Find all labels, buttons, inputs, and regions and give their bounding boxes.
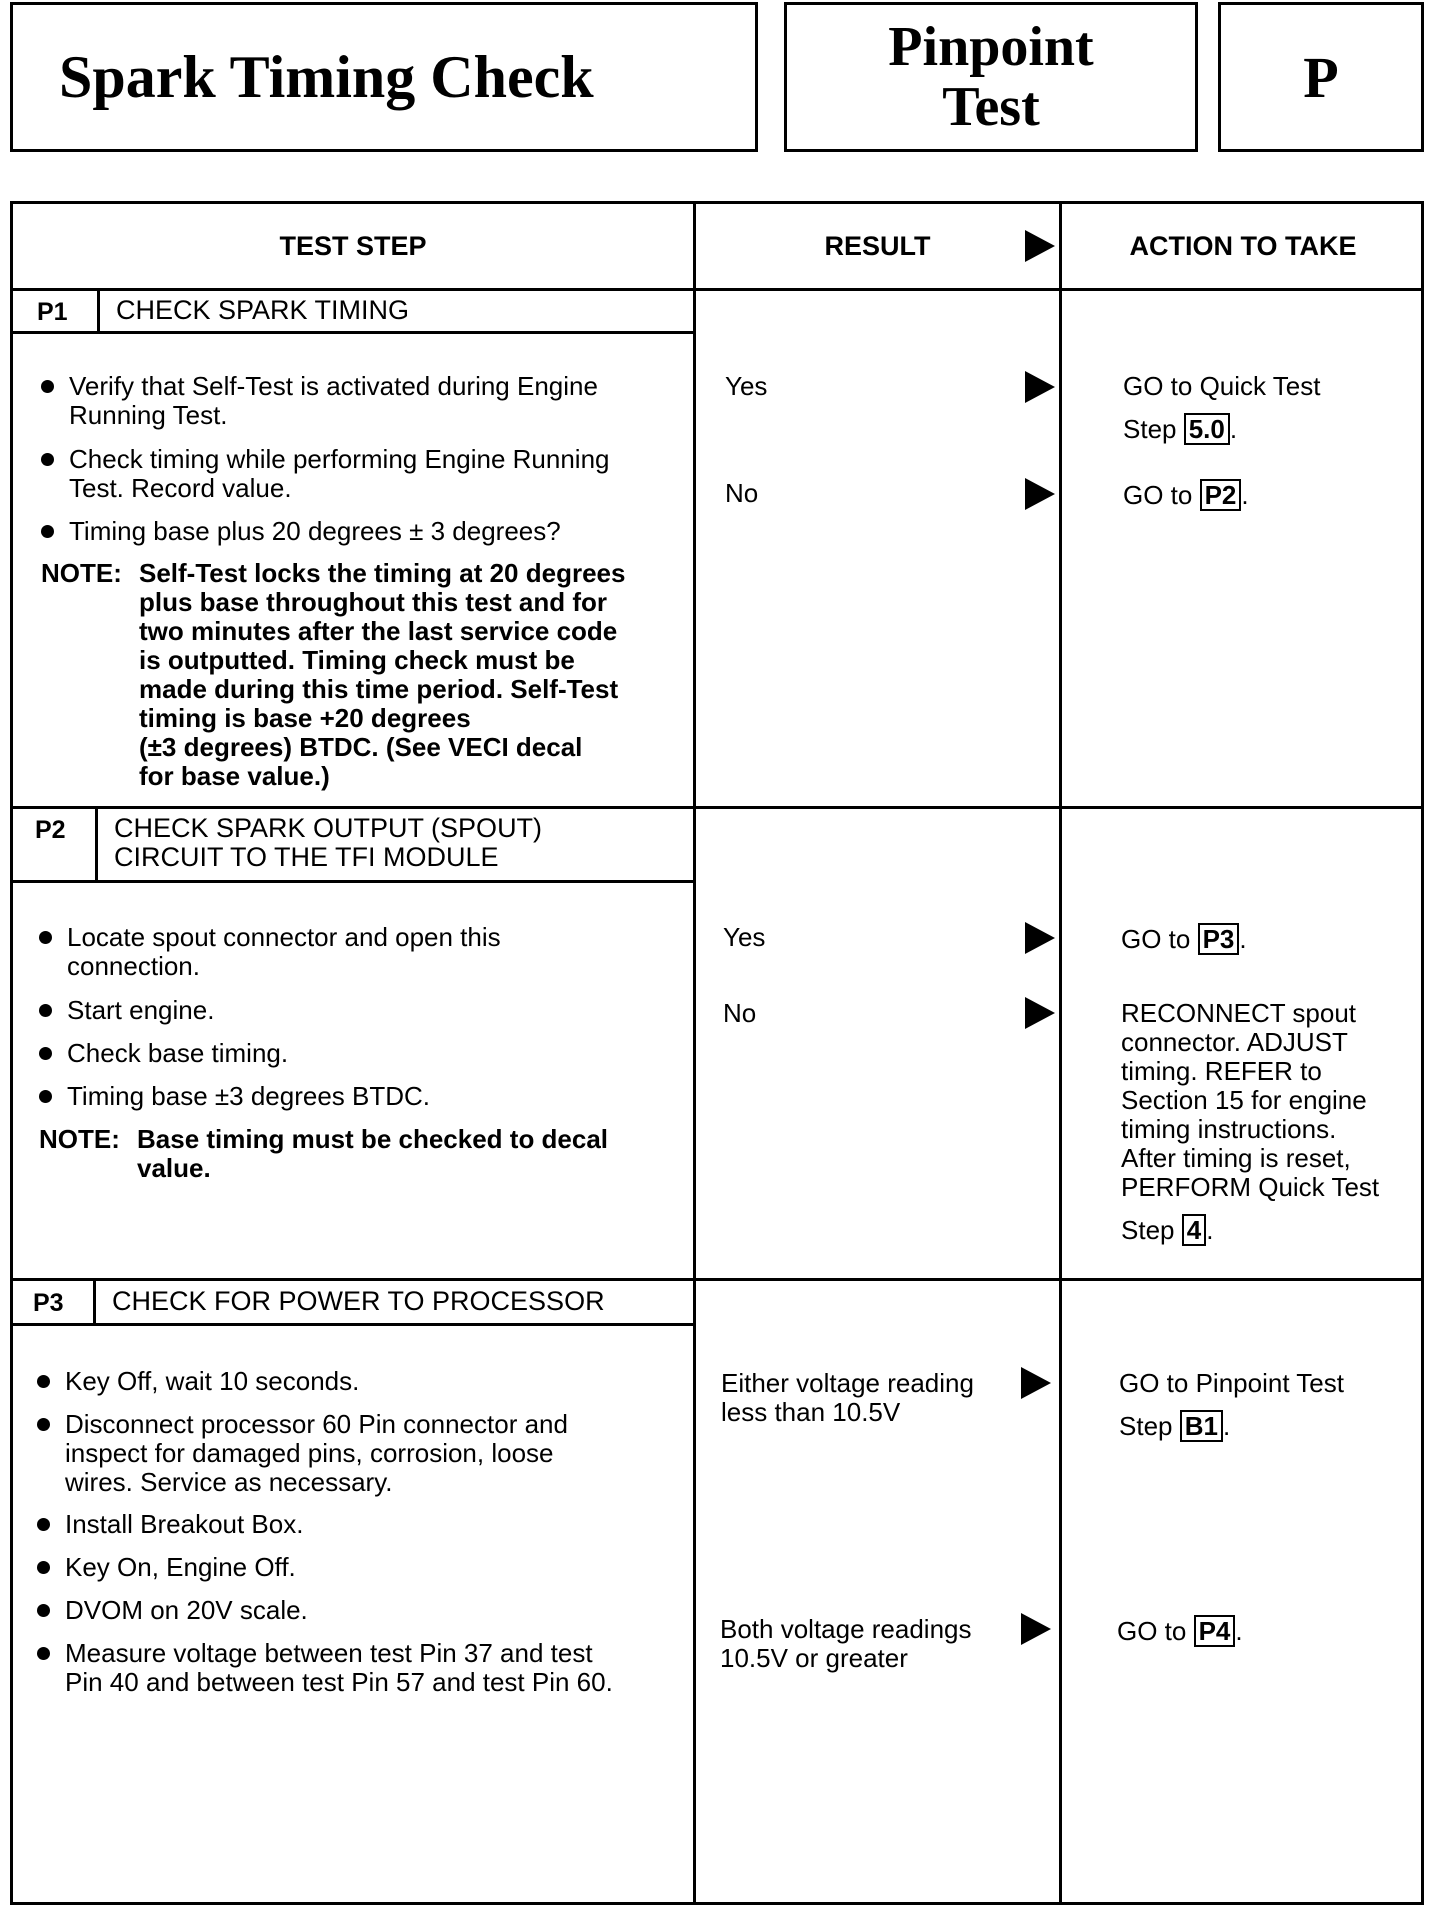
p1-bullet-2: [69, 445, 610, 503]
p2-action-yes-suffix: .: [1239, 924, 1247, 954]
p3-action-ok: [1117, 1615, 1243, 1647]
step-title-p3: [112, 1287, 605, 1316]
p2-bullet-1-line-1: Locate spout connector and open this: [67, 922, 501, 952]
p2-note-line: Base timing must be checked to decal: [137, 1124, 609, 1154]
column-divider-1: [693, 204, 696, 1902]
result-arrow-icon: [1025, 230, 1055, 262]
row-divider-p1-p2: [13, 806, 1421, 809]
p3-bullet-3-line-1: Install Breakout Box.: [65, 1509, 304, 1539]
p2-note-label: NOTE:: [39, 1124, 120, 1154]
p2-note: [39, 1125, 691, 1185]
p2-id-divider: [95, 806, 98, 882]
p2-no-arrow-icon: [1025, 997, 1055, 1029]
p3-bullet-4-line-1: Key On, Engine Off.: [65, 1552, 296, 1582]
p1-id-divider: [97, 288, 100, 333]
p3-bullet-5-line-1: DVOM on 20V scale.: [65, 1595, 308, 1625]
pinpoint-line-1: Pinpoint: [888, 16, 1094, 78]
p1-bullet-1: [69, 372, 598, 430]
p3-bullet-5: [65, 1596, 308, 1625]
p1-bullet-2-line-1: Check timing while performing Engine Running: [69, 444, 610, 474]
step-ref-p3: P3: [1198, 923, 1240, 955]
p3-result-ok: [720, 1615, 972, 1673]
p1-note-line: for base value.): [139, 761, 330, 791]
p1-bullet-1-line-1: Verify that Self-Test is activated during Engine: [69, 371, 598, 401]
p1-title-divider: [13, 331, 693, 334]
p1-action-yes-suffix: .: [1229, 414, 1238, 444]
p1-action-yes-step: [1123, 413, 1320, 445]
step-id-p3: P3: [33, 1289, 64, 1317]
test-letter-text: P: [1303, 44, 1339, 110]
p3-result-low-line-1: Either voltage reading: [721, 1368, 974, 1398]
p3-bullet-2-line-2: inspect for damaged pins, corrosion, loose: [65, 1438, 554, 1468]
p1-no-arrow-icon: [1025, 478, 1055, 510]
pinpoint-test-table: [10, 201, 1424, 1905]
p1-result-yes-label: Yes: [725, 371, 768, 401]
p2-action-no-line: connector. ADJUST: [1121, 1027, 1348, 1057]
pinpoint-test-label: [784, 2, 1198, 152]
step-ref-5-0: 5.0: [1184, 413, 1230, 445]
step-title-p3-line: CHECK FOR POWER TO PROCESSOR: [112, 1286, 605, 1316]
p2-action-no-line: PERFORM Quick Test: [1121, 1172, 1380, 1202]
p3-action-low-prefix: Step: [1119, 1411, 1180, 1441]
p3-bullet-2-line-3: wires. Service as necessary.: [65, 1467, 393, 1497]
step-title-p1: [116, 296, 409, 325]
p2-action-no-line: timing instructions.: [1121, 1114, 1337, 1144]
p2-result-no: [723, 999, 756, 1028]
p2-bullet-1-line-2: connection.: [67, 951, 200, 981]
step-title-p2: [114, 814, 542, 872]
p3-id-divider: [93, 1278, 96, 1325]
p3-action-ok-suffix: .: [1235, 1616, 1243, 1646]
p2-bullet-4: [67, 1082, 430, 1111]
p2-title-divider: [13, 880, 693, 883]
p1-result-no-label: No: [725, 478, 759, 508]
p1-note-line: timing is base +20 degrees: [139, 703, 471, 733]
p2-action-no-line: After timing is reset,: [1121, 1143, 1351, 1173]
p2-result-no-label: No: [723, 998, 757, 1028]
p1-note-line: two minutes after the last service code: [139, 616, 618, 646]
p1-result-yes: [725, 372, 767, 401]
test-letter: [1218, 2, 1424, 152]
p3-bullet-6: [65, 1639, 613, 1697]
p3-action-low-step: [1119, 1410, 1344, 1442]
p2-bullet-2-line-1: Start engine.: [67, 995, 215, 1025]
p3-result-low-line-2: less than 10.5V: [721, 1397, 901, 1427]
p3-result-ok-line-1: Both voltage readings: [720, 1614, 972, 1644]
p3-action-low-suffix: .: [1222, 1411, 1231, 1441]
header-divider: [13, 288, 1421, 291]
p2-bullet-4-line-1: Timing base ±3 degrees BTDC.: [67, 1081, 431, 1111]
step-id-p2: P2: [35, 816, 66, 844]
p3-bullet-2-line-1: Disconnect processor 60 Pin connector and: [65, 1409, 568, 1439]
p2-action-yes: [1121, 923, 1247, 955]
p2-bullet-2: [67, 996, 214, 1025]
p3-low-arrow-icon: [1021, 1367, 1051, 1399]
p2-action-no-line: RECONNECT spout: [1121, 998, 1357, 1028]
page-title-text: Spark Timing Check: [59, 43, 594, 110]
step-title-p1-line: CHECK SPARK TIMING: [116, 295, 410, 325]
p1-note-label: NOTE:: [41, 558, 122, 588]
p3-bullet-2: [65, 1410, 568, 1497]
p1-note: [41, 559, 691, 799]
p3-bullet-3: [65, 1510, 303, 1539]
step-ref-4: 4: [1182, 1214, 1206, 1246]
p1-bullet-3: [69, 517, 561, 546]
step-ref-p2: P2: [1200, 479, 1242, 511]
p3-bullet-6-line-2: Pin 40 and between test Pin 57 and test Pin 60.: [65, 1667, 613, 1697]
column-header-result: [696, 204, 1059, 288]
p2-note-line: value.: [137, 1153, 211, 1183]
p3-bullet-6-line-1: Measure voltage between test Pin 37 and test: [65, 1638, 593, 1668]
p1-action-yes: [1123, 372, 1320, 445]
p2-action-no-prefix: Step: [1121, 1215, 1182, 1245]
p3-bullet-1-line-1: Key Off, wait 10 seconds.: [65, 1366, 360, 1396]
p3-action-low-line: GO to Pinpoint Test: [1119, 1368, 1344, 1398]
p1-action-no-prefix: GO to: [1123, 480, 1200, 510]
pinpoint-line-2: Test: [942, 76, 1040, 138]
p2-action-yes-prefix: GO to: [1121, 924, 1198, 954]
p2-bullet-3-line-1: Check base timing.: [67, 1038, 289, 1068]
p1-bullet-2-line-2: Test. Record value.: [69, 473, 292, 503]
p3-result-ok-line-2: 10.5V or greater: [720, 1643, 908, 1673]
p1-action-yes-prefix: Step: [1123, 414, 1184, 444]
p2-action-no-line: timing. REFER to: [1121, 1056, 1322, 1086]
p2-result-yes-label: Yes: [723, 922, 766, 952]
column-header-action: ACTION TO TAKE: [1129, 230, 1357, 261]
p1-bullet-3-line-1: Timing base plus 20 degrees ± 3 degrees?: [69, 516, 561, 546]
p3-title-divider: [13, 1323, 693, 1326]
p1-note-line: plus base throughout this test and for: [139, 587, 607, 617]
p3-bullet-1: [65, 1367, 359, 1396]
p2-action-no-line: Section 15 for engine: [1121, 1085, 1367, 1115]
p1-action-yes-line: GO to Quick Test: [1123, 371, 1321, 401]
page-title: [10, 2, 758, 152]
p2-action-no-step: [1121, 1214, 1379, 1246]
p1-note-line: (±3 degrees) BTDC. (See VECI decal: [139, 732, 583, 762]
p2-bullet-1: [67, 923, 501, 981]
p2-result-yes: [723, 923, 765, 952]
column-header-test-step: TEST STEP: [279, 230, 427, 261]
p3-bullet-4: [65, 1553, 296, 1582]
step-ref-b1: B1: [1180, 1410, 1223, 1442]
step-ref-p4: P4: [1194, 1615, 1236, 1647]
row-divider-p2-p3: [13, 1278, 1421, 1281]
p1-action-no-suffix: .: [1241, 480, 1249, 510]
p1-note-line: is outputted. Timing check must be: [139, 645, 575, 675]
p1-yes-arrow-icon: [1025, 371, 1055, 403]
p2-action-no-suffix: .: [1206, 1215, 1214, 1245]
p2-note-body: [137, 1125, 608, 1183]
p1-note-line: made during this time period. Self-Test: [139, 674, 619, 704]
p3-action-ok-prefix: GO to: [1117, 1616, 1194, 1646]
p1-note-line: Self-Test locks the timing at 20 degrees: [139, 558, 626, 588]
column-divider-2: [1059, 204, 1062, 1902]
p3-action-low: [1119, 1369, 1344, 1442]
p3-result-low: [721, 1369, 974, 1427]
column-header-result-text: RESULT: [824, 230, 931, 261]
step-title-p2-line-2: CIRCUIT TO THE TFI MODULE: [114, 842, 499, 872]
p1-bullet-1-line-2: Running Test.: [69, 400, 228, 430]
p2-yes-arrow-icon: [1025, 922, 1055, 954]
step-title-p2-line-1: CHECK SPARK OUTPUT (SPOUT): [114, 813, 543, 843]
p2-action-no: [1121, 999, 1379, 1246]
step-id-p1: P1: [37, 298, 68, 326]
p2-bullet-3: [67, 1039, 288, 1068]
p3-ok-arrow-icon: [1021, 1613, 1051, 1645]
p1-action-no: [1123, 479, 1249, 511]
p1-result-no: [725, 479, 758, 508]
p1-note-body: [139, 559, 625, 791]
